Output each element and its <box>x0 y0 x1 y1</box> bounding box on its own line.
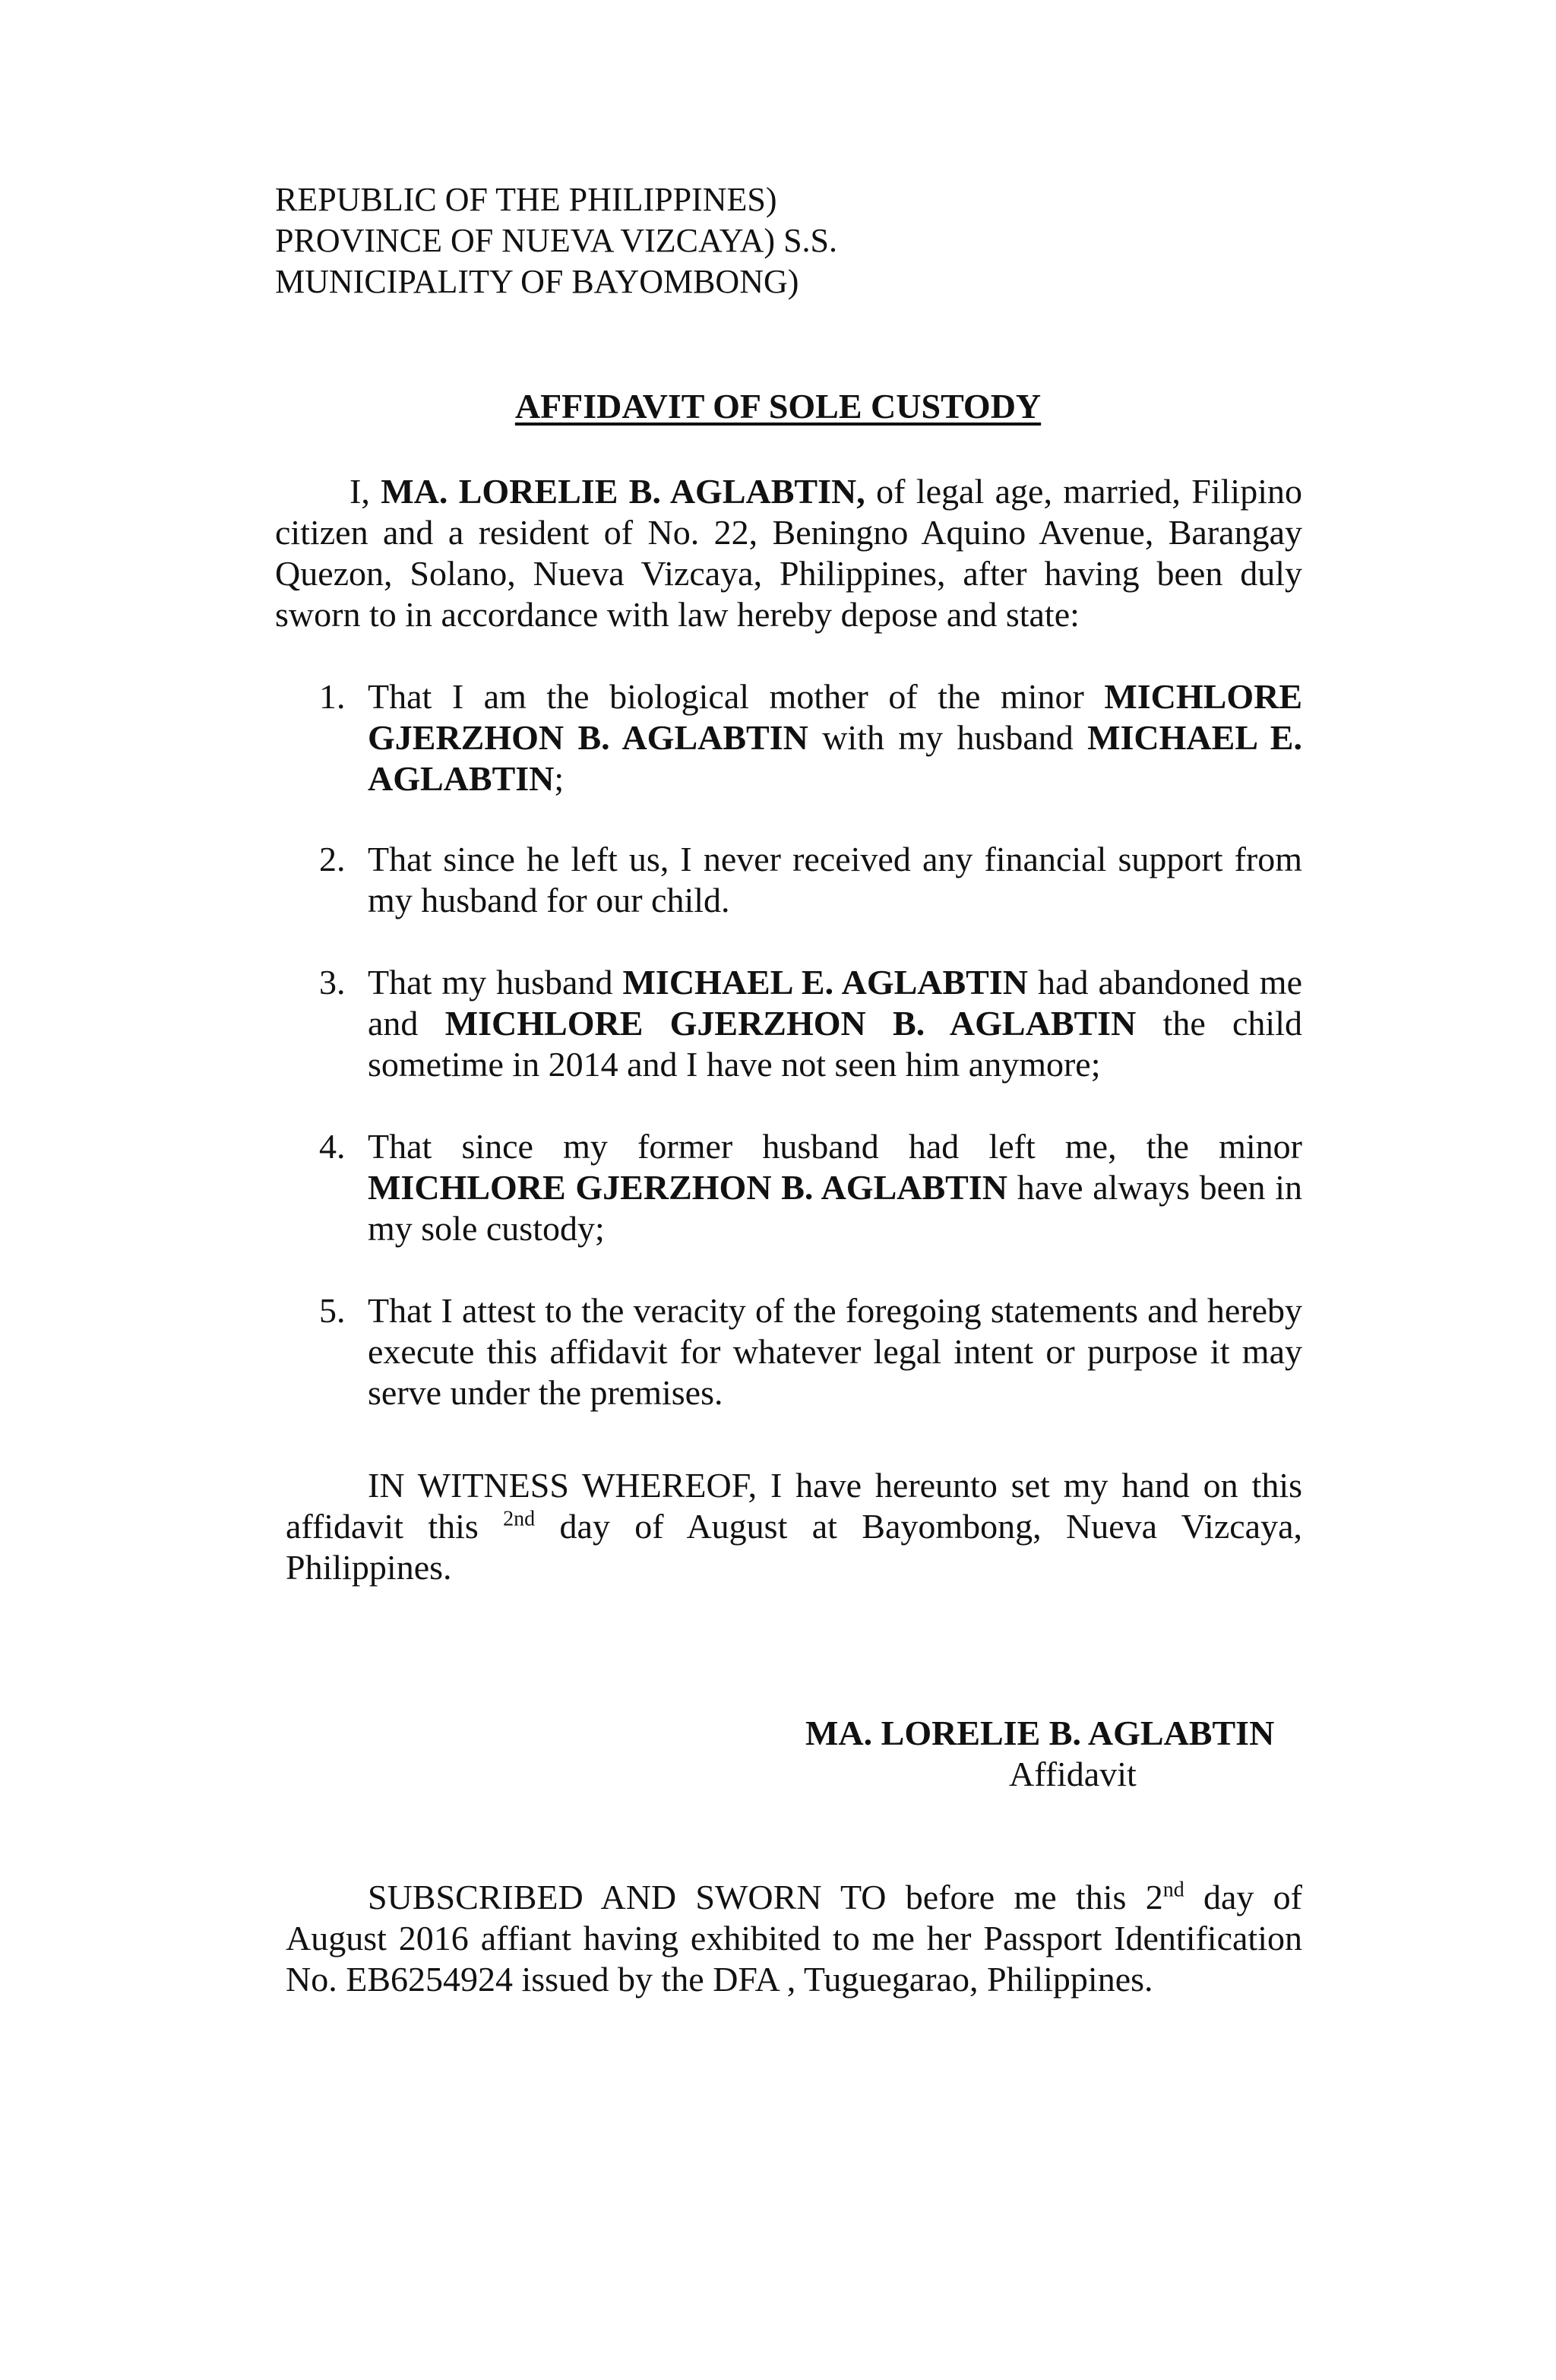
witness-text: IN WITNESS WHEREOF, I have hereunto set my hand on this affidavit this <box>286 1466 1302 1546</box>
item-body <box>368 676 1302 799</box>
husband-name: MICHAEL E. AGLABTIN <box>368 718 1302 798</box>
statement-item-1 <box>319 676 1302 799</box>
statement-item-4 <box>319 1126 1302 1249</box>
jurat-text: day of August 2016 affiant having exhibited to me her Passport Identification No. EB6254924 issued by the DFA , Tuguegarao, Philippines. <box>286 1878 1302 1999</box>
item-text: had abandoned me and <box>368 963 1302 1043</box>
signatory-name: MA. LORELIE B. AGLABTIN <box>805 1714 1275 1752</box>
item-number: 3. <box>319 963 346 1002</box>
venue-line-municipality: MUNICIPALITY OF BAYOMBONG) <box>275 263 799 300</box>
document-title: AFFIDAVIT OF SOLE CUSTODY <box>514 387 1042 426</box>
item-text: with my husband <box>808 718 1088 757</box>
jurat-text: SUBSCRIBED AND SWORN TO before me this 2 <box>368 1878 1163 1916</box>
item-text: the child sometime in 2014 and I have not seen him anymore; <box>368 1004 1302 1084</box>
venue-line-republic: REPUBLIC OF THE PHILIPPINES) <box>275 181 777 218</box>
statement-item-5 <box>319 1290 1302 1413</box>
item-text: ; <box>554 759 565 798</box>
witness-text: day of August at Bayombong, Nueva Vizcaya, Philippines. <box>286 1507 1302 1587</box>
intro-prefix: I, <box>349 472 381 511</box>
statement-item-2 <box>319 839 1302 921</box>
affiant-name: MA. LORELIE B. AGLABTIN, <box>381 472 865 511</box>
statement-item-3 <box>319 962 1302 1085</box>
ordinal-superscript: 2nd <box>503 1507 536 1531</box>
jurat-paragraph <box>286 1877 1302 2000</box>
child-name: MICHLORE GJERZHON B. AGLABTIN <box>368 1168 1007 1207</box>
item-text: That since he left us, I never received any financial support from my husband for our child. <box>368 840 1302 919</box>
item-text: have always been in my sole custody; <box>368 1168 1302 1248</box>
item-text: That I am the biological mother of the minor <box>368 677 1105 716</box>
venue-block <box>275 179 837 302</box>
item-text: That my husband <box>368 963 623 1002</box>
intro-paragraph <box>275 471 1302 635</box>
child-name: MICHLORE GJERZHON B. AGLABTIN <box>444 1004 1137 1043</box>
item-number: 4. <box>319 1127 346 1166</box>
item-body <box>368 839 1302 921</box>
signatory-role: Affidavit <box>1009 1755 1137 1793</box>
item-body <box>368 1290 1302 1413</box>
item-body <box>368 1126 1302 1249</box>
ordinal-superscript: nd <box>1162 1878 1184 1902</box>
intro-text: of legal age, married, Filipino citizen and a resident of No. 22, Beningno Aquino Avenue, Barangay Quezon, Solano, Nueva Vizcaya, Philippines, after having been duly sworn to in accordance with law hereby depose and state: <box>275 472 1302 634</box>
item-number: 2. <box>319 840 346 878</box>
witness-paragraph <box>286 1465 1302 1588</box>
item-text: That I attest to the veracity of the foregoing statements and hereby execute this affidavit for whatever legal intent or purpose it may serve under the premises. <box>368 1291 1302 1412</box>
venue-line-province: PROVINCE OF NUEVA VIZCAYA) S.S. <box>275 222 838 259</box>
husband-name: MICHAEL E. AGLABTIN <box>622 963 1028 1002</box>
item-text: That since my former husband had left me, the minor <box>368 1127 1302 1166</box>
item-number: 5. <box>319 1291 346 1330</box>
item-body <box>368 962 1302 1085</box>
child-name: MICHLORE GJERZHON B. AGLABTIN <box>368 677 1302 757</box>
item-number: 1. <box>319 677 346 716</box>
